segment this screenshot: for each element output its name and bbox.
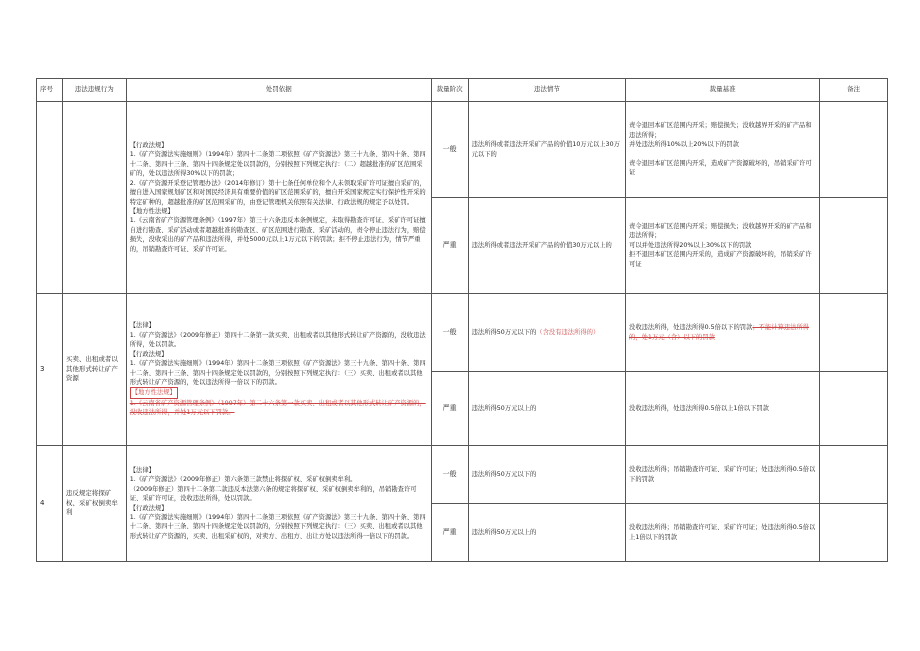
row2-standard-1 <box>626 102 820 198</box>
std-text: 责令退回本矿区范围内开采；赔偿损失；没收越界开采的矿产品和违法所得； <box>629 222 812 240</box>
row4-remark-2 <box>820 504 888 562</box>
row3-act: 买卖、出租或者以其他形式转让矿产资源 <box>62 294 126 446</box>
basis-line: 1.《矿产资源法实施细则》（1994年）第四十二条第二项依照《矿产资源法》第三十九条、第四十条、第四十二条、第四十三条、第四十四条规定处以罚款的，分别按照下列规定执行：（二）超越批准的矿区范围采矿的，处以违法所得30%以下的罚款； <box>129 151 426 178</box>
row3-plot-2: 违法所得50万元以上的 <box>468 372 625 446</box>
plot-text: 违法所得50万元以下的 <box>471 328 537 336</box>
row2-basis <box>126 102 431 294</box>
row2-remark-1 <box>820 102 888 198</box>
row3-level-2: 严重 <box>431 372 468 446</box>
header-remark: 备注 <box>820 79 888 102</box>
row3-standard-1 <box>626 294 820 372</box>
header-basis: 处罚依据 <box>126 79 431 102</box>
row3-basis <box>126 294 431 446</box>
table-row <box>37 446 888 504</box>
row2-remark-2 <box>820 198 888 294</box>
row4-act: 违反规定将探矿权、采矿权倒卖牟利 <box>62 446 126 562</box>
basis-line: 【行政法规】 <box>129 350 168 358</box>
row3-remark-2 <box>820 372 888 446</box>
table-row <box>37 102 888 198</box>
basis-line: 1.《矿产资源法实施细则》（1994年）第四十二条第三项依照《矿产资源法》第三十九条、第四十条、第四十二条、第四十三条、第四十四条规定处以罚款的，分别按照下列规定执行：（三）买卖、出租或者以其他形式转让矿产资源的，买卖、出租采矿权的，对卖方、出租方、出让方处以违法所得一倍以下的罚款。 <box>129 513 426 540</box>
std-struck-text: ；不能计算违法所得的，处1万元（含）以下的罚款 <box>629 324 810 341</box>
plot-red-text: （含没有违法所得的） <box>536 328 600 336</box>
header-plot: 违法情节 <box>468 79 625 102</box>
basis-line: （2009年修正）第四十二条第二款违反本法第六条的规定将探矿权、采矿权倒卖牟利的，吊销勘查许可证、采矿许可证，没收违法所得，处以罚款。 <box>129 485 417 503</box>
row3-standard-2: 没收违法所得，处违法所得0.5倍以上1倍以下罚款 <box>626 372 820 446</box>
basis-line: 1.《矿产资源法》（2009年修正）第六条第三款禁止将探矿权、采矿权倒卖牟利。 <box>129 476 357 484</box>
std-text: 没收违法所得，处违法所得0.5倍以下的罚款 <box>629 324 753 332</box>
row4-level-1: 一般 <box>431 446 468 504</box>
basis-line: 【法律】 <box>129 466 155 474</box>
struck-text: 1.《云南省矿产资源管理条例》（1997年）第二十六条第一款买卖、出租或者以其他形式转让矿产资源的，没收违法所得，并处1万元以下罚款。 <box>129 399 426 417</box>
row3-seq: 3 <box>37 294 63 446</box>
row4-remark-1 <box>820 446 888 504</box>
std-text: 并处违法所得10%以上20%以下的罚款 <box>629 141 739 149</box>
basis-line: 1.《云南省矿产资源管理条例》（1997年）第三十六条违反本条例规定，未取得勘查许可证、采矿许可证擅自进行勘查、采矿活动或者超越批准的勘查区、矿区范围进行勘查、采矿活动的，责令停止违法行为，赔偿损失，没收采出的矿产品和违法所得，并处5000元以上1万元以下的罚款；拒不停止违法行为，情节严重的，吊销勘查许可证、采矿许可证。 <box>129 217 426 253</box>
row4-plot-2: 违法所得50万元以上的 <box>468 504 625 562</box>
row2-plot-2: 违法所得或者违法开采矿产品的价值30万元以上的 <box>468 198 625 294</box>
std-text: 责令退回本矿区范围内开采；赔偿损失；没收越界开采的矿产品和违法所得； <box>629 122 812 139</box>
table-row <box>37 294 888 372</box>
basis-line: 【地方性法规】 <box>129 207 174 215</box>
basis-line: 2.《矿产资源开采登记管理办法》（2014年修订）第十七条任何单位和个人未领取采矿许可证擅自采矿的，擅自进入国家规划矿区和对国民经济具有重要价值的矿区范围采矿的，擅自开采国家规定实行保护性开采的特定矿种的，超越批准的矿区范围采矿的，由登记管理机关依照有关法律、行政法规的规定予以处罚。 <box>129 179 426 206</box>
row2-act <box>62 102 126 294</box>
row2-plot-1: 违法所得或者违法开采矿产品的价值10万元以上30万元以下的 <box>468 102 625 198</box>
basis-line: 【法律】 <box>129 322 155 330</box>
basis-line: 1.《矿产资源法实施细则》（1994年）第四十二条第三项依照《矿产资源法》第三十九条、第四十条、第四十二条、第四十三条、第四十四条规定处以罚款的，分别按照下列规定执行：（三）买卖、出租或者以其他形式转让矿产资源的，处以违法所得一倍以下的罚款。 <box>129 360 426 386</box>
row4-standard-1: 没收违法所得；吊销勘查许可证、采矿许可证；处违法所得0.5倍以下的罚款 <box>626 446 820 504</box>
row4-level-2: 严重 <box>431 504 468 562</box>
basis-line: 【行政法规】 <box>129 504 168 512</box>
row3-plot-1 <box>468 294 625 372</box>
std-text: 拒不退回本矿区范围内开采的，造成矿产资源破坏的，吊销采矿许可证 <box>629 251 812 268</box>
row4-standard-2: 没收违法所得；吊销勘查许可证、采矿许可证；处违法所得0.5倍以上1倍以下的罚款 <box>626 504 820 562</box>
basis-struck <box>130 387 428 398</box>
basis-line: 1.《矿产资源法》（2009年修正）第四十二条第一款买卖、出租或者以其他形式转让矿产资源的，没收违法所得，处以罚款。 <box>129 331 426 349</box>
row3-remark-1 <box>820 294 888 372</box>
header-act: 违法违规行为 <box>62 79 126 102</box>
row4-basis <box>126 446 431 562</box>
header-level: 裁量阶次 <box>431 79 468 102</box>
std-text: 责令退回本矿区范围内开采，造成矿产资源破坏的，吊销采矿许可证 <box>629 159 812 177</box>
row2-seq <box>37 102 63 294</box>
header-row <box>37 79 888 102</box>
header-standard: 裁量基准 <box>626 79 820 102</box>
std-text: 可以并处违法所得20%以上30%以下的罚款 <box>629 241 752 249</box>
struck-text: 【地方性法规】 <box>130 387 178 398</box>
row4-plot-1: 违法所得50万元以下的 <box>468 446 625 504</box>
basis-line: 【行政法规】 <box>129 141 168 149</box>
row2-level-1: 一般 <box>431 102 468 198</box>
penalty-table <box>36 78 888 562</box>
row4-seq: 4 <box>37 446 63 562</box>
row2-standard-2 <box>626 198 820 294</box>
row3-level-1: 一般 <box>431 294 468 372</box>
header-seq: 序号 <box>37 79 63 102</box>
row2-level-2: 严重 <box>431 198 468 294</box>
